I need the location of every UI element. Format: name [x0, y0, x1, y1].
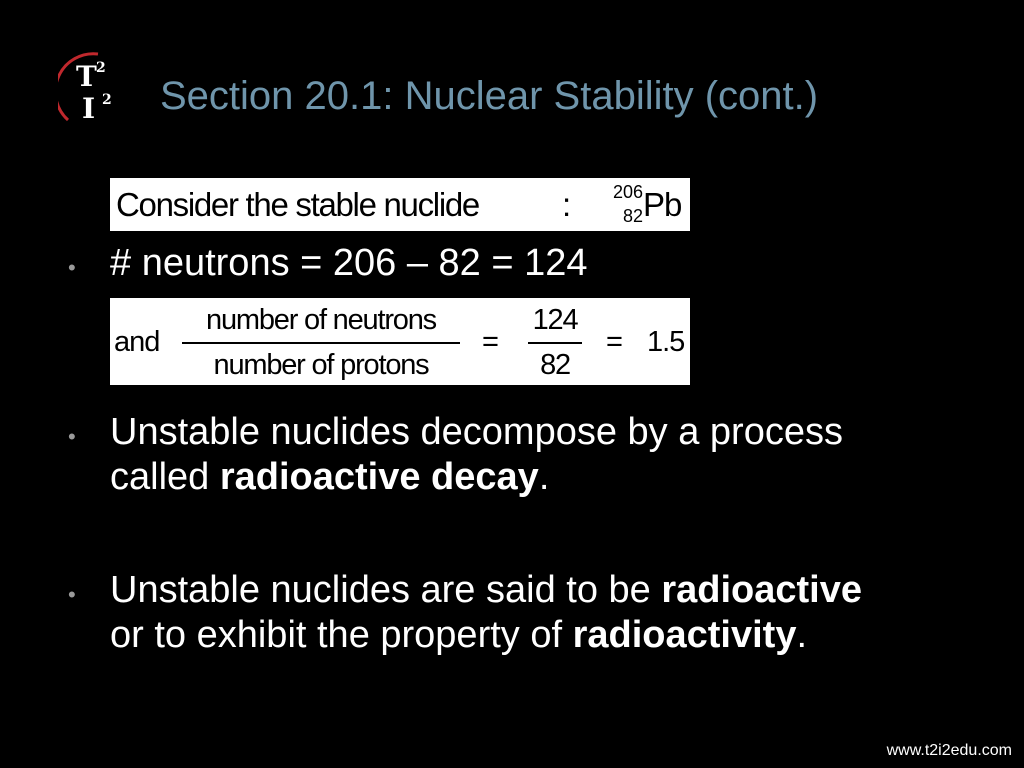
slide-title: Section 20.1: Nuclear Stability (cont.) — [160, 74, 819, 118]
bullet-neutrons: # neutrons = 206 – 82 = 124 — [110, 242, 588, 284]
fraction-line — [182, 342, 460, 344]
bold-term: radioactivity — [572, 614, 797, 656]
equals-sign-1: = — [482, 326, 499, 358]
ratio-box — [110, 298, 690, 385]
footer-url: www.t2i2edu.com — [886, 742, 1012, 759]
bullet-text: Unstable nuclides are said to be — [110, 569, 662, 611]
equals-sign-2: = — [606, 326, 623, 358]
logo-i: I — [82, 92, 96, 125]
bullet-text: called — [110, 456, 220, 498]
bold-term: radioactive decay — [219, 456, 539, 498]
fraction-numerator-text: number of neutrons — [206, 304, 436, 336]
fraction-denominator-text: number of protons — [213, 349, 429, 381]
logo-i-sup: 2 — [102, 92, 112, 108]
bullet-text: Unstable nuclides decompose by a process — [110, 411, 843, 453]
ratio-and: and — [114, 326, 160, 358]
element-symbol: Pb — [643, 186, 682, 223]
nuclide-colon: : — [562, 186, 572, 223]
bullet-icon: • — [68, 424, 76, 449]
nuclide-box — [110, 178, 690, 231]
bullet-radioactive-decay — [110, 410, 843, 500]
bullet-radioactivity — [110, 568, 862, 658]
mass-number: 206 — [612, 182, 643, 202]
bullet-icon: • — [68, 582, 76, 607]
fraction-line-value — [528, 342, 582, 344]
bullet-text: or to exhibit the property of — [110, 614, 573, 656]
t2i2-logo — [58, 52, 138, 132]
atomic-number: 82 — [622, 206, 643, 226]
nuclide-text: Consider the stable nuclide — [116, 186, 479, 223]
logo-t-sup: 2 — [96, 60, 106, 76]
ratio-result: 1.5 — [647, 326, 685, 358]
fraction-numerator-value: 124 — [532, 304, 578, 336]
bullet-text: . — [538, 456, 550, 498]
logo-t: T — [76, 60, 97, 93]
fraction-denominator-value: 82 — [540, 349, 570, 381]
bold-term: radioactive — [661, 569, 862, 611]
bullet-text: . — [796, 614, 808, 656]
bullet-icon: • — [68, 255, 76, 280]
